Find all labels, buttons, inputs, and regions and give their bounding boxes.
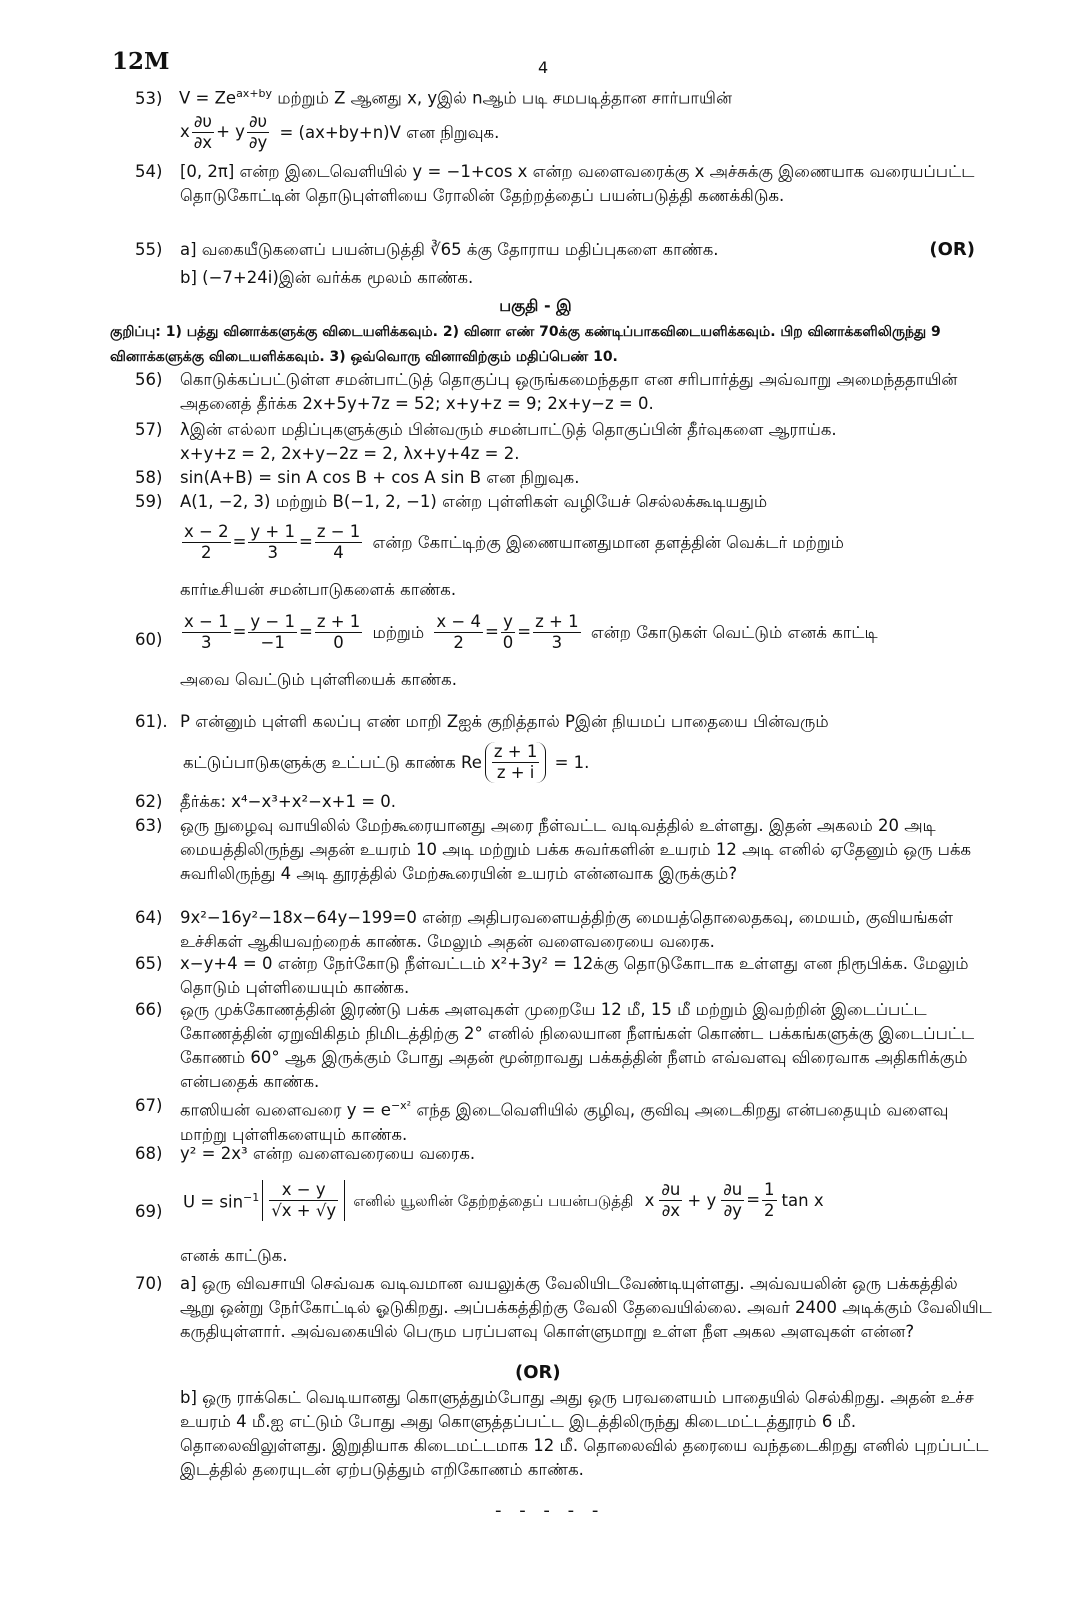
- or-label: (OR): [929, 239, 975, 260]
- question-number: 59): [135, 492, 163, 511]
- frac-den: 3: [201, 633, 212, 652]
- frac-den: 0: [502, 633, 514, 652]
- q53-result: = (ax+by+n)V என நிறுவுக.: [279, 122, 500, 142]
- q53-x: x: [180, 122, 190, 141]
- frac-den: 4: [333, 543, 344, 562]
- fraction: [182, 522, 231, 563]
- question-number: 53): [135, 88, 163, 108]
- fraction: [492, 742, 539, 783]
- bracket-group: [262, 1180, 345, 1221]
- fraction: [248, 522, 297, 563]
- frac-den: ∂y: [248, 133, 268, 152]
- fraction: [248, 612, 297, 653]
- q60-line2: அவை வெட்டும் புள்ளியைக் காண்க.: [180, 670, 457, 689]
- question-number: 65): [135, 954, 163, 973]
- frac-num: y: [501, 612, 516, 633]
- frac-num: ∂υ: [247, 112, 269, 133]
- frac-num: z − 1: [316, 522, 361, 541]
- frac-den: 0: [333, 633, 344, 652]
- frac-num: z + 1: [316, 612, 361, 631]
- question-number: 55): [135, 240, 163, 259]
- q60-formula: $\frac{x - 1}{3}$ = $\frac{y - 1}{-1}$ = $\frac{z + 1}{0}$ மற்றும் $\frac{x - 4}{2}$ = $\frac{y}{0}$ = $\frac{z + 1}{3}$ என்ற கோடுகள் வெட்டும் எனக் காட்டி: [184, 612, 878, 652]
- question-53: [135, 82, 995, 111]
- frac-num: ∂u: [661, 1180, 681, 1199]
- q69-inverse: −1: [243, 1191, 260, 1205]
- question-number: 54): [135, 162, 163, 181]
- q66-text: ஒரு முக்கோணத்தின் இரண்டு பக்க அளவுகள் முறையே 12 மீ, 15 மீ மற்றும் இவற்றின் இடைப்பட்ட கோணத்தின் ஏறுவிகிதம் நிமிடத்திற்கு 2° எனில் நிலையான நீளங்கள் கொண்ட பக்கங்களுக்கு இடைப்பட்ட கோணம் 60° ஆக இருக்கும் போது அதன் மூன்றாவது பக்கத்தின் நீளம் எவ்வளவு விரைவாக அதிகரிக்கும் என்பதைக் காண்க.: [180, 1000, 975, 1091]
- fraction: [247, 112, 269, 153]
- frac-num: x − 4: [436, 612, 481, 631]
- q63-text: ஒரு நுழைவு வாயிலில் மேற்கூரையானது அரை நீள்வட்ட வடிவத்தில் உள்ளது. இதன் அகலம் 20 அடி மையத்திலிருந்து அதன் உயரம் 10 அடி மற்றும் பக்க சுவர்களின் உயரம் 12 அடி எனில் ஏதேனும் ஒரு பக்க சுவரிலிருந்து 4 அடி தூரத்தில் மேற்கூரையின் உயரம் என்னவாக இருக்கும்?: [180, 816, 972, 883]
- q69-formula: $U = \sin^{-1}$ $\frac{x - y}{√x + √y}$ எனில் யூலரின் தேற்றத்தைப் பயன்படுத்தி x $\frac{\partial u}{\partial x}$ + y $\frac{\partial u}{\partial y}$ = $\frac{1}{2}$ tan x: [183, 1180, 824, 1220]
- q67-rest: எந்த இடைவெளியில் குழிவு, குவிவு அடைகிறது என்பதையும் வளைவு மாற்று புள்ளிகளையும் காண்க.: [180, 1100, 949, 1144]
- question-number: 68): [135, 1144, 163, 1163]
- question-number: 58): [135, 468, 163, 487]
- q60-and: மற்றும்: [372, 622, 425, 642]
- q57-line1: λஇன் எல்லா மதிப்புகளுக்கும் பின்வரும் சமன்பாட்டுத் தொகுப்பின் தீர்வுகளை ஆராய்க.: [180, 420, 837, 439]
- q69-pre: U = sin: [183, 1192, 244, 1212]
- question-number: 70): [135, 1274, 163, 1293]
- q59-line1: A(1, −2, 3) மற்றும் B(−1, 2, −1) என்ற புள்ளிகள் வழியேச் செல்லக்கூடியதும்: [180, 492, 768, 511]
- section-title: பகுதி - இ: [499, 296, 572, 315]
- frac-den: −1: [260, 633, 285, 652]
- q53-plus-y: + y: [216, 122, 245, 141]
- q54-text: [0, 2π] என்ற இடைவெளியில் y = −1+cos x என்ற வளைவரைக்கு x அச்சுக்கு இணையாக வரையப்பட்ட தொடுகோட்டின் தொடுபுள்ளியை ரோலின் தேற்றத்தைப் பயன்படுத்தி கணக்கிடுக.: [180, 162, 975, 205]
- fraction: [315, 612, 362, 653]
- q55-a: [180, 238, 995, 262]
- q61-formula: [180, 742, 995, 783]
- q56-text: கொடுக்கப்பட்டுள்ள சமன்பாட்டுத் தொகுப்பு ஒருங்கமைந்ததா என சரிபார்த்து அவ்வாறு அமைந்ததாயின் அதனைத் தீர்க்க 2x+5y+7z = 52; x+y+z = 9; 2x+y−z = 0.: [180, 370, 958, 413]
- fraction: [721, 1180, 744, 1221]
- q67-exponent: −x²: [390, 1099, 412, 1112]
- frac-num: 1: [764, 1180, 775, 1199]
- end-dashes: - - - - -: [495, 1500, 605, 1521]
- q65-text: x−y+4 = 0 என்ற நேர்கோடு நீள்வட்டம் x²+3y² = 12க்கு தொடுகோடாக உள்ளது என நிரூபிக்க. மேலும் தொடும் புள்ளியையும் காண்க.: [180, 954, 969, 997]
- frac-den: 2: [201, 543, 212, 562]
- question-number: 57): [135, 420, 163, 439]
- fraction: [659, 1180, 682, 1221]
- q67-pre: காஸியன் வளைவரை y = e: [180, 1100, 391, 1120]
- question-number: 60): [135, 630, 163, 649]
- q69-x: x: [644, 1190, 655, 1210]
- fraction: [434, 612, 483, 653]
- frac-num: z + 1: [493, 742, 538, 761]
- q62-text: தீர்க்க: x⁴−x³+x²−x+1 = 0.: [180, 792, 397, 811]
- q69-mid: எனில் யூலரின் தேற்றத்தைப் பயன்படுத்தி: [353, 1191, 634, 1210]
- question-number: 69): [135, 1202, 163, 1221]
- q53-formula: [180, 112, 995, 153]
- q64-text: 9x²−16y²−18x−64y−199=0 என்ற அதிபரவளையத்திற்கு மையத்தொலைதகவு, மையம், குவியங்கள் உச்சிகள் ஆகியவற்றைக் காண்க. மேலும் அதன் வளைவரையை வரைக.: [180, 908, 953, 951]
- q68-text: y² = 2x³ என்ற வளைவரையை வரைக.: [180, 1144, 476, 1163]
- frac-den: ∂x: [193, 133, 213, 152]
- q59-line3: கார்டீசியன் சமன்பாடுகளைக் காண்க.: [180, 580, 457, 599]
- q55-a-text: a] வகையீடுகளைப் பயன்படுத்தி ∛65 க்கு தோராய மதிப்புகளை காண்க.: [180, 240, 719, 259]
- frac-num: y − 1: [250, 612, 295, 631]
- fraction: [533, 612, 580, 653]
- q53-exponent: ax+by: [236, 87, 273, 100]
- question-number: 64): [135, 908, 163, 927]
- q69-tan: tan x: [781, 1190, 824, 1210]
- frac-den: 2: [453, 633, 464, 652]
- fraction: [501, 612, 516, 653]
- or-label: (OR): [515, 1362, 561, 1383]
- frac-den: √x + √y: [271, 1201, 337, 1220]
- q70-a: a] ஒரு விவசாயி செவ்வக வடிவமான வயலுக்கு வேலியிடவேண்டியுள்ளது. அவ்வயலின் ஒரு பக்கத்தில் ஆறு ஒன்று நேர்கோட்டில் ஓடுகிறது. அப்பக்கத்திற்கு வேலி தேவையில்லை. அவர் 2400 அடிக்கும் வேலியிட கருதியுள்ளார். அவ்வகையில் பெரும பரப்பளவு கொள்ளுமாறு உள்ள நீள அகல அளவுகள் என்ன?: [180, 1274, 992, 1341]
- question-number: 56): [135, 370, 163, 389]
- fraction: [192, 112, 214, 153]
- frac-num: ∂u: [723, 1180, 743, 1199]
- frac-num: x − y: [269, 1180, 338, 1201]
- q70-b: b] ஒரு ராக்கெட் வெடியானது கொளுத்தும்போது அது ஒரு பரவளையம் பாதையில் செல்கிறது. அதன் உச்ச உயரம் 4 மீ.ஐ எட்டும் போது அது கொளுத்தப்பட்ட இடத்திலிருந்து கிடைமட்டத்தூரம் 6 மீ. தொலைவிலுள்ளது. இறுதியாக கிடைமட்டமாக 12 மீ. தொலைவில் தரையை வந்தடைகிறது எனில் புறப்பட்ட இடத்தில் தரையுடன் ஏற்படுத்தும் எறிகோணம் காண்க.: [180, 1388, 989, 1479]
- q57-line2: x+y+z = 2, 2x+y−2z = 2, λx+y+4z = 2.: [180, 444, 520, 463]
- frac-den: 2: [764, 1201, 775, 1220]
- frac-num: x − 2: [184, 522, 229, 541]
- fraction: [182, 612, 231, 653]
- page-number: 4: [538, 58, 549, 77]
- q55-b: b] (−7+24i)இன் வர்க்க மூலம் காண்க.: [180, 268, 474, 287]
- paren-group: [485, 742, 546, 783]
- frac-den: 3: [267, 543, 278, 562]
- q69-line2: எனக் காட்டுக.: [180, 1246, 288, 1265]
- question-number: 67): [135, 1096, 163, 1115]
- q61-result: = 1.: [554, 752, 590, 772]
- q67-text: [180, 1094, 995, 1147]
- frac-num: z + 1: [535, 612, 579, 631]
- frac-den: 3: [551, 633, 563, 652]
- frac-num: y + 1: [250, 522, 295, 541]
- fraction: [762, 1180, 777, 1221]
- frac-den: z + i: [496, 763, 535, 782]
- frac-den: ∂y: [723, 1201, 742, 1220]
- q69-sin: [183, 1186, 259, 1215]
- frac-den: ∂x: [661, 1201, 681, 1220]
- q69-plus-y: + y: [687, 1190, 717, 1210]
- question-number: 63): [135, 816, 163, 835]
- q61-line2: கட்டுப்பாடுகளுக்கு உட்பட்டு காண்க Re: [183, 752, 482, 772]
- question-number: 66): [135, 1000, 163, 1019]
- fraction: [269, 1180, 338, 1221]
- fraction: [315, 522, 362, 563]
- paper-code: 12M: [112, 48, 170, 75]
- q58-text: sin(A+B) = sin A cos B + cos A sin B என நிறுவுக.: [180, 468, 580, 487]
- q61-line1: P என்னும் புள்ளி கலப்பு எண் மாறி Zஐக் குறித்தால் Pஇன் நியமப் பாதையை பின்வரும்: [180, 712, 829, 731]
- frac-num: ∂υ: [192, 112, 214, 133]
- question-number: 61).: [135, 712, 168, 731]
- frac-num: x − 1: [184, 612, 229, 631]
- question-number: 62): [135, 792, 163, 811]
- q60-rest: என்ற கோடுகள் வெட்டும் எனக் காட்டி: [590, 622, 878, 642]
- instructions-note: குறிப்பு: 1) பத்து வினாக்களுக்கு விடையளிக்கவும். 2) வினா எண் 70க்கு கண்டிப்பாகவிடையளிக்கவும். பிற வினாக்களிலிருந்து 9 வினாக்களுக்கு விடையளிக்கவும். 3) ஒவ்வொரு வினாவிற்கும் மதிப்பெண் 10.: [110, 324, 941, 365]
- q59-formula: $\frac{x - 2}{2}$ = $\frac{y + 1}{3}$ = $\frac{z - 1}{4}$ என்ற கோட்டிற்கு இணையானதுமான தளத்தின் வெக்டர் மற்றும்: [184, 522, 844, 562]
- q59-line2: என்ற கோட்டிற்கு இணையானதுமான தளத்தின் வெக்டர் மற்றும்: [372, 532, 844, 552]
- q53-text: V = Ze: [179, 88, 237, 108]
- q53-text-rest: மற்றும் Z ஆனது x, yஇல் nஆம் படி சமபடித்தான சார்பாயின்: [272, 88, 732, 108]
